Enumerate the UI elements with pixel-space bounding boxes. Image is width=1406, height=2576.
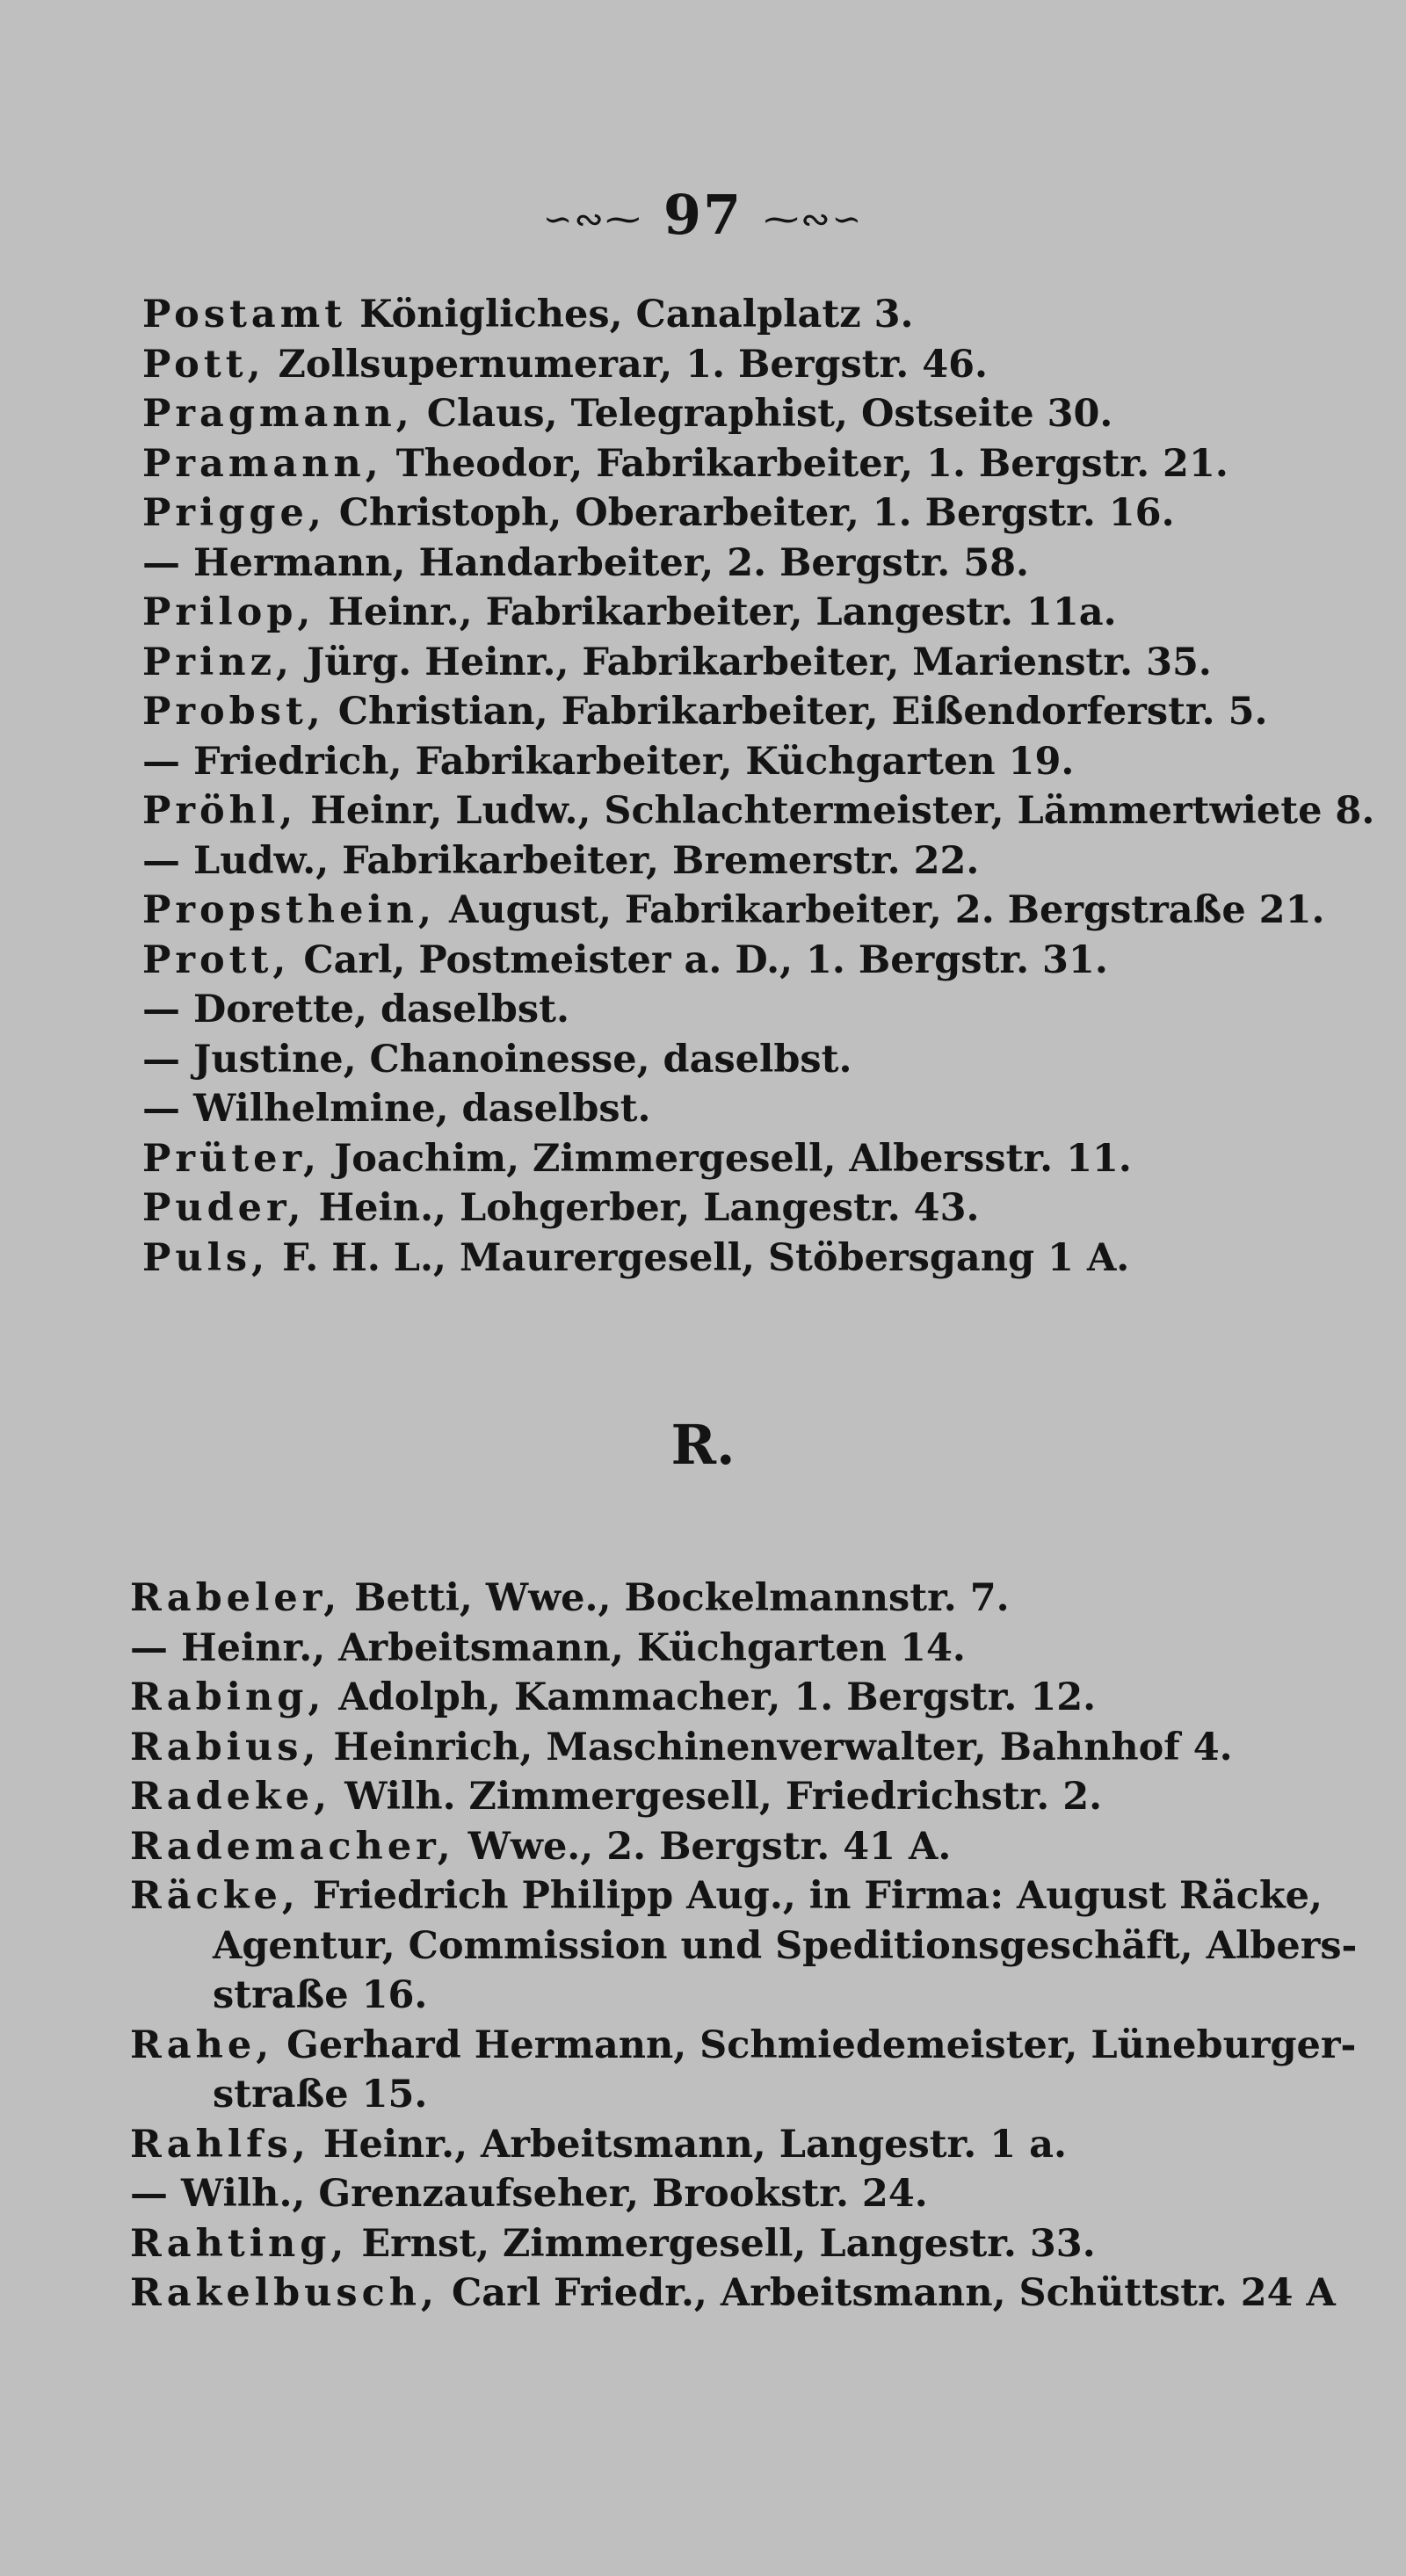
entry-text: Ernst, Zimmergesell, Langestr. 33. bbox=[348, 2221, 1096, 2266]
entry-name: Rahlfs, bbox=[130, 2122, 310, 2167]
entry-text: straße 16. bbox=[213, 1973, 428, 2017]
entry-name: Postamt bbox=[142, 293, 347, 336]
directory-entry bbox=[142, 638, 1276, 688]
entry-text: — Ludw., Fabrikarbeiter, Bremerstr. 22. bbox=[142, 838, 980, 883]
entry-name: Rademacher, bbox=[130, 1824, 455, 1869]
entry-text: Adolph, Kammacher, 1. Bergstr. 12. bbox=[325, 1675, 1097, 1719]
ornament-left-icon: ∽∾⁓ bbox=[542, 199, 642, 240]
entry-name: Probst, bbox=[142, 690, 325, 734]
entry-name: Rahe, bbox=[130, 2022, 274, 2067]
entry-name: Rabeler, bbox=[130, 1576, 342, 1620]
entry-name: Prüter, bbox=[142, 1136, 321, 1181]
entry-name: Pramann, bbox=[142, 441, 383, 486]
entry-text: straße 15. bbox=[213, 2073, 428, 2117]
directory-entry bbox=[142, 488, 1276, 539]
directory-entry bbox=[130, 1871, 1323, 1921]
directory-entry bbox=[130, 1723, 1272, 1773]
ornament-right-icon: ⁓∾∽ bbox=[764, 199, 864, 240]
directory-entry bbox=[130, 1772, 1272, 1822]
directory-entry bbox=[142, 439, 1276, 489]
entry-text: Friedrich Philipp Aug., in Firma: August Räcke, bbox=[299, 1874, 1323, 1918]
entry-text: — Justine, Chanoinesse, daselbst. bbox=[142, 1037, 852, 1082]
entry-name: Rabing, bbox=[130, 1675, 326, 1719]
directory-entry bbox=[142, 836, 1276, 886]
entry-text: F. H. L., Maurergesell, Stöbersgang 1 A. bbox=[269, 1235, 1130, 1280]
entry-name: Puls, bbox=[142, 1235, 270, 1280]
entry-text: — Wilhelmine, daselbst. bbox=[142, 1087, 651, 1131]
directory-entry bbox=[130, 1921, 1358, 1972]
entry-text: Heinr., Arbeitsmann, Langestr. 1 a. bbox=[309, 2122, 1067, 2167]
entry-text: Zollsupernumerar, 1. Bergstr. 46. bbox=[265, 342, 989, 387]
directory-entry bbox=[142, 1234, 1276, 1284]
entry-text: Agentur, Commission und Speditionsgeschäft, Albers- bbox=[213, 1923, 1358, 1968]
entry-text: Jürg. Heinr., Fabrikarbeiter, Marienstr. 35. bbox=[293, 640, 1212, 684]
entry-text: Carl, Postmeister a. D., 1. Bergstr. 31. bbox=[290, 937, 1108, 982]
directory-entry bbox=[142, 687, 1276, 737]
directory-entry bbox=[142, 737, 1276, 787]
directory-entry bbox=[130, 2021, 1357, 2071]
entry-text: August, Fabrikarbeiter, 2. Bergstraße 21. bbox=[436, 888, 1325, 932]
entry-text: Wilh. Zimmergesell, Friedrichstr. 2. bbox=[331, 1775, 1103, 1819]
entry-text: — Dorette, daselbst. bbox=[142, 988, 569, 1031]
entry-name: Rakelbusch, bbox=[130, 2271, 439, 2315]
entry-text: Joachim, Zimmergesell, Albersstr. 11. bbox=[320, 1136, 1132, 1181]
directory-entry bbox=[142, 1183, 1276, 1234]
entry-name: Rabius, bbox=[130, 1725, 321, 1769]
entry-text: — Hermann, Handarbeiter, 2. Bergstr. 58. bbox=[142, 540, 1030, 585]
page-header bbox=[0, 183, 1406, 247]
directory-entry bbox=[142, 886, 1325, 936]
entry-text: Theodor, Fabrikarbeiter, 1. Bergstr. 21. bbox=[382, 441, 1228, 486]
entry-text: Carl Friedr., Arbeitsmann, Schüttstr. 24 A bbox=[438, 2271, 1336, 2315]
entry-text: Claus, Telegraphist, Ostseite 30. bbox=[413, 392, 1113, 436]
directory-entry bbox=[130, 2120, 1272, 2170]
entry-text: Wwe., 2. Bergstr. 41 A. bbox=[454, 1824, 952, 1869]
entry-text: — Wilh., Grenzaufseher, Brookstr. 24. bbox=[130, 2172, 928, 2216]
entry-text: Betti, Wwe., Bockelmannstr. 7. bbox=[341, 1576, 1010, 1620]
entry-text: Heinr, Ludw., Schlachtermeister, Lämmertwiete 8. bbox=[297, 789, 1375, 833]
entry-name: Radeke, bbox=[130, 1775, 332, 1819]
entry-text: — Friedrich, Fabrikarbeiter, Küchgarten 19. bbox=[142, 739, 1075, 784]
directory-entry bbox=[142, 786, 1375, 836]
entry-text: Gerhard Hermann, Schmiedemeister, Lüneburger- bbox=[273, 2022, 1357, 2067]
entry-text: Heinr., Fabrikarbeiter, Langestr. 11a. bbox=[315, 590, 1117, 634]
directory-entry bbox=[142, 290, 1276, 340]
entry-name: Prinz, bbox=[142, 640, 294, 684]
entry-text: Königliches, Canalplatz 3. bbox=[346, 293, 914, 336]
entry-name: Prott, bbox=[142, 937, 291, 982]
directory-entry bbox=[130, 1673, 1272, 1723]
entry-name: Prigge, bbox=[142, 491, 326, 535]
entry-text: Christian, Fabrikarbeiter, Eißendorferstr. 5. bbox=[324, 690, 1268, 734]
directory-entry bbox=[142, 1035, 1276, 1085]
directory-entry bbox=[130, 2169, 1272, 2219]
page-number: 97 bbox=[663, 183, 743, 247]
entries-r bbox=[130, 1574, 1358, 2319]
directory-entry bbox=[142, 539, 1276, 589]
directory-entry bbox=[142, 936, 1276, 986]
entry-text: Hein., Lohgerber, Langestr. 43. bbox=[305, 1186, 980, 1230]
entry-name: Prilop, bbox=[142, 590, 315, 634]
entry-name: Pott, bbox=[142, 342, 265, 387]
directory-entry bbox=[130, 2268, 1336, 2319]
directory-entry bbox=[142, 1084, 1276, 1134]
section-letter: R. bbox=[670, 1413, 736, 1477]
directory-entry bbox=[142, 389, 1276, 439]
directory-entry bbox=[130, 1624, 1272, 1674]
entry-name: Puder, bbox=[142, 1186, 306, 1230]
entries-p bbox=[142, 290, 1375, 1283]
entry-name: Propsthein, bbox=[142, 888, 436, 932]
directory-entry bbox=[130, 1822, 1272, 1872]
entry-text: Heinrich, Maschinenverwalter, Bahnhof 4. bbox=[320, 1725, 1233, 1769]
directory-entry bbox=[142, 588, 1276, 638]
directory-entry bbox=[130, 1574, 1272, 1624]
directory-entry bbox=[142, 340, 1276, 390]
entry-text: Christoph, Oberarbeiter, 1. Bergstr. 16. bbox=[325, 491, 1175, 535]
entry-name: Pragmann, bbox=[142, 392, 414, 436]
directory-entry bbox=[130, 1971, 1272, 2021]
entry-name: Räcke, bbox=[130, 1874, 300, 1918]
directory-entry bbox=[130, 2219, 1272, 2269]
directory-entry bbox=[142, 1134, 1276, 1184]
entry-name: Pröhl, bbox=[142, 789, 298, 833]
directory-entry bbox=[142, 985, 1276, 1035]
directory-entry bbox=[130, 2070, 1272, 2120]
entry-name: Rahting, bbox=[130, 2221, 349, 2266]
entry-text: — Heinr., Arbeitsmann, Küchgarten 14. bbox=[130, 1625, 966, 1670]
